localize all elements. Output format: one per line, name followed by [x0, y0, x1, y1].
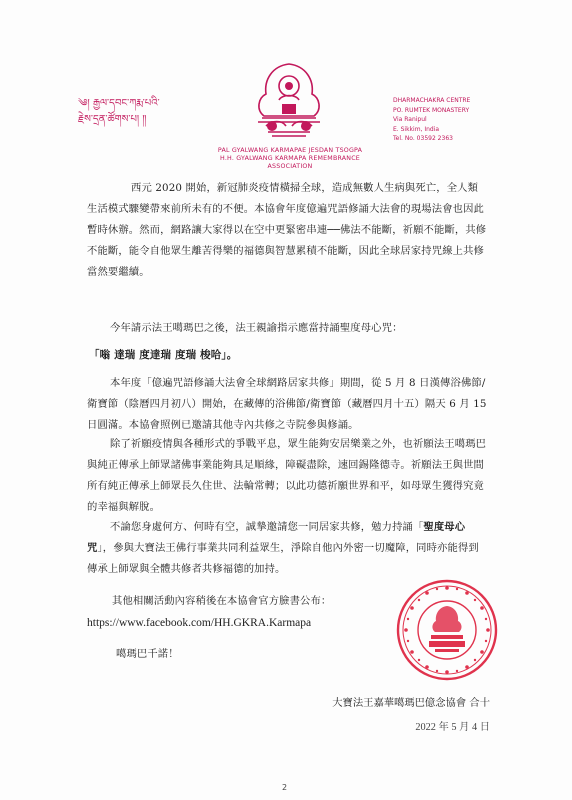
paragraph-facebook-note: 其他相關活動內容稍後在本協會官方臉書公布：	[112, 595, 332, 607]
tibetan-line-2: རྗེས་དྲན་ཚོགས་པ། ༎	[78, 114, 147, 125]
paragraph-prayer: 除了祈願疫情與各種形式的爭戰平息，眾生能夠安居樂業之外，也祈願法王噶瑪巴與純正傳承上師眾諸佛事業能夠具足順緣，障礙盡除，速回錫隆德寺。祈願法王與世間所有純正傳承上師眾長久住世、法輪常轉；以此功德祈願世界和平，如母眾生獲得究竟的幸福與解脫。	[87, 438, 487, 513]
address-line-5: Tel. No. 03592 2363	[393, 135, 453, 142]
org-line-3: ASSOCIATION	[267, 163, 313, 170]
invitation-mantra-name: 聖度母心咒	[87, 521, 466, 554]
mantra-line: 「嗡 達瑞 度達瑞 度瑞 梭哈」。	[89, 349, 238, 361]
tibetan-line-1: ༄། རྒྱལ་དབང་ཀརྨ་པའི་	[78, 98, 160, 109]
address-line-2: PO. RUMTEK MONASTERY	[393, 106, 470, 114]
invitation-text-pre: 不論您身處何方、何時有空，誠摯邀請您一同居家共修，勉力持誦「	[110, 521, 424, 533]
address-block	[393, 96, 493, 144]
invitation-text-post: 」，參與大寶法王佛行事業共同利益眾生，淨除自他內外密一切魔障，同時亦能得到傳承上師眾與全體共修者共修福德的加持。	[87, 542, 479, 575]
address-line-4: E. Sikkim, India	[393, 125, 440, 133]
association-seal-stamp	[395, 578, 499, 682]
paragraph-instruction: 今年請示法王噶瑪巴之後，法王親諭指示應當持誦聖度母心咒：	[110, 322, 403, 334]
paragraph-schedule: 本年度「億遍咒語修誦大法會全球網路居家共修」期間，從 5 月 8 日漢傳浴佛節/衛寶節（陰曆四月初八）開始，在藏傳的浴佛節/衛寶節（藏曆四月十五）隔天 6 月 15 日圓滿。本協會照例已邀請其他寺內共修之寺院參與修誦。	[87, 377, 487, 431]
org-line-1: PAL GYALWANG KARMAPAE JESDAN TSOGPA	[217, 147, 363, 154]
paragraph-intro: 西元 2020 開始，新冠肺炎疫情橫掃全球，造成無數人生病與死亡，全人類生活模式驟變帶來前所未有的不便。本協會年度億遍咒語修誦大法會的現場法會也因此暫時休辦。然而，網路讓大家得以在空中更緊密串連──佛法不能斷，祈願不能斷，共修不能斷，能令自他眾生離苦得樂的福德與智慧累積不能斷，因此全球居家持咒線上共修當然要繼續。	[87, 182, 487, 278]
closing-greeting: 噶瑪巴千諾！	[116, 648, 179, 660]
association-logo-icon	[252, 60, 326, 142]
tibetan-heading	[78, 96, 198, 128]
org-line-2: H.H. GYALWANG KARMAPA REMEMBRANCE	[220, 155, 360, 162]
address-line-3: Via Ranipul	[393, 116, 427, 123]
paragraph-invitation	[87, 517, 487, 580]
address-line-1: DHARMACHAKRA CENTRE	[393, 97, 471, 104]
page-number: 2	[282, 783, 288, 792]
association-name-english	[200, 147, 380, 171]
facebook-link[interactable]: https://www.facebook.com/HH.GKRA.Karmapa	[87, 617, 312, 629]
signature-date: 2022 年 5 月 4 日	[415, 722, 490, 733]
signer-name: 大寶法王嘉華噶瑪巴億念協會 合十	[332, 697, 490, 709]
